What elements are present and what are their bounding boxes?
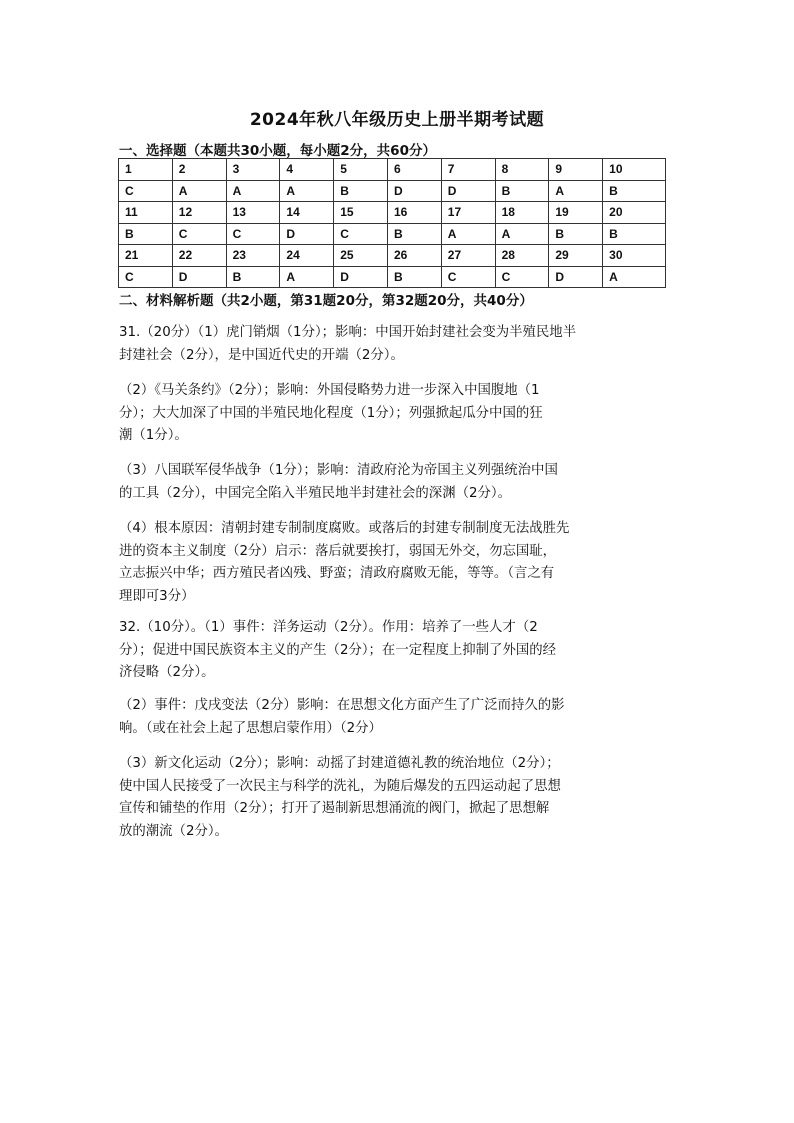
question-number-cell: 16 xyxy=(387,202,441,224)
answer-cell: D xyxy=(334,266,388,288)
section-1-heading: 一、选择题（本题共30小题，每小题2分，共60分） xyxy=(119,143,436,159)
question-number-cell: 2 xyxy=(172,159,226,181)
question-number-cell: 17 xyxy=(441,202,495,224)
answer-cell: A xyxy=(441,223,495,245)
explanation-line: 放的潮流（2分）。 xyxy=(119,823,228,839)
answer-cell: C xyxy=(119,266,173,288)
answer-cell: D xyxy=(549,266,603,288)
answer-cell: B xyxy=(549,223,603,245)
explanation-paragraph xyxy=(119,695,679,740)
explanation-line: （3）新文化运动（2分）；影响：动摇了封建道德礼教的统治地位（2分）； xyxy=(119,756,560,771)
question-number-cell: 23 xyxy=(226,245,280,267)
question-number-row xyxy=(119,159,666,181)
question-number-cell: 10 xyxy=(603,159,666,181)
question-number-cell: 9 xyxy=(549,159,603,181)
question-number-cell: 29 xyxy=(549,245,603,267)
answer-row xyxy=(119,266,666,288)
explanation-line: 济侵略（2分）。 xyxy=(119,665,215,680)
question-number-cell: 19 xyxy=(549,202,603,224)
answer-cell: A xyxy=(226,180,280,202)
question-number-cell: 15 xyxy=(334,202,388,224)
explanation-line: 32.（10分）。（1）事件：洋务运动（2分）。作用：培养了一些人才（2 xyxy=(119,620,538,635)
answer-cell: A xyxy=(495,223,549,245)
question-number-cell: 3 xyxy=(226,159,280,181)
explanation-line: 分）；促进中国民族资本主义的产生（2分）；在一定程度上抑制了外国的经 xyxy=(119,642,557,658)
explanation-paragraph xyxy=(119,753,679,843)
question-number-cell: 1 xyxy=(119,159,173,181)
explanation-line: （2）《马关条约》（2分）；影响：外国侵略势力进一步深入中国腹地（1 xyxy=(119,383,540,398)
answer-cell: B xyxy=(119,223,173,245)
explanation-line: 的工具（2分），中国完全陷入半殖民地半封建社会的深渊（2分）。 xyxy=(119,485,511,501)
question-number-cell: 12 xyxy=(172,202,226,224)
answer-cell: C xyxy=(119,180,173,202)
question-number-cell: 26 xyxy=(387,245,441,267)
answer-cell: B xyxy=(334,180,388,202)
question-number-cell: 28 xyxy=(495,245,549,267)
explanation-paragraph xyxy=(119,460,679,505)
answer-cell: C xyxy=(172,223,226,245)
answer-cell: B xyxy=(226,266,280,288)
explanation-line: 立志振兴中华；西方殖民者凶残、野蛮；清政府腐败无能，等等。（言之有 xyxy=(119,566,555,581)
explanation-line: 宣传和铺垫的作用（2分）；打开了遏制新思想涌流的阀门，掀起了思想解 xyxy=(119,801,550,816)
answer-cell: C xyxy=(495,266,549,288)
question-number-cell: 20 xyxy=(603,202,666,224)
answer-cell: A xyxy=(280,180,334,202)
answer-cell: D xyxy=(387,180,441,202)
explanation-line: 31.（20分）（1）虎门销烟（1分）；影响：中国开始封建社会变为半殖民地半 xyxy=(119,325,577,340)
question-number-cell: 30 xyxy=(603,245,666,267)
answer-cell: A xyxy=(549,180,603,202)
answer-table xyxy=(118,158,666,288)
answer-row xyxy=(119,223,666,245)
explanation-line: 潮（1分）。 xyxy=(119,428,188,443)
question-number-row xyxy=(119,245,666,267)
explanation-paragraph xyxy=(119,322,679,367)
answer-cell: B xyxy=(603,223,666,245)
question-number-cell: 11 xyxy=(119,202,173,224)
question-number-cell: 5 xyxy=(334,159,388,181)
question-number-cell: 7 xyxy=(441,159,495,181)
answer-cell: A xyxy=(172,180,226,202)
explanation-paragraph xyxy=(119,617,679,685)
question-number-cell: 18 xyxy=(495,202,549,224)
explanation-paragraph xyxy=(119,380,679,448)
question-number-cell: 27 xyxy=(441,245,495,267)
explanation-line: 分）；大大加深了中国的半殖民地化程度（1分）；列强掀起瓜分中国的狂 xyxy=(119,405,543,421)
explanation-line: （3）八国联军侵华战争（1分）；影响：清政府沦为帝国主义列强统治中国 xyxy=(119,463,558,478)
page-title: 2024年秋八年级历史上册半期考试题 xyxy=(249,110,545,130)
answer-cell: D xyxy=(172,266,226,288)
question-number-cell: 21 xyxy=(119,245,173,267)
answer-cell: C xyxy=(334,223,388,245)
explanation-line: 理即可3分） xyxy=(119,588,195,604)
question-number-cell: 13 xyxy=(226,202,280,224)
explanation-line: 进的资本主义制度（2分）启示：落后就要挨打，弱国无外交，勿忘国耻， xyxy=(119,543,557,559)
answer-cell: C xyxy=(226,223,280,245)
answer-cell: D xyxy=(441,180,495,202)
answer-cell: B xyxy=(387,266,441,288)
question-number-cell: 25 xyxy=(334,245,388,267)
answer-row xyxy=(119,180,666,202)
explanation-line: 响。（或在社会上起了思想启蒙作用）（2分） xyxy=(119,720,382,736)
question-number-row xyxy=(119,202,666,224)
section-2-heading: 二、材料解析题（共2小题，第31题20分，第32题20分，共40分） xyxy=(119,293,533,309)
question-number-cell: 24 xyxy=(280,245,334,267)
answer-cell: A xyxy=(280,266,334,288)
question-number-cell: 4 xyxy=(280,159,334,181)
answer-cell: D xyxy=(280,223,334,245)
answer-cell: B xyxy=(495,180,549,202)
explanation-line: （2）事件：戊戌变法（2分）影响：在思想文化方面产生了广泛而持久的影 xyxy=(119,698,565,713)
question-number-cell: 22 xyxy=(172,245,226,267)
answer-cell: B xyxy=(387,223,441,245)
question-number-cell: 14 xyxy=(280,202,334,224)
answer-cell: A xyxy=(603,266,666,288)
answer-cell: B xyxy=(603,180,666,202)
explanation-paragraph xyxy=(119,518,679,608)
explanation-line: （4）根本原因：清朝封建专制制度腐败。或落后的封建专制制度无法战胜先 xyxy=(119,521,570,536)
explanation-line: 封建社会（2分），是中国近代史的开端（2分）。 xyxy=(119,347,404,363)
answer-cell: C xyxy=(441,266,495,288)
question-number-cell: 8 xyxy=(495,159,549,181)
question-number-cell: 6 xyxy=(387,159,441,181)
explanation-line: 使中国人民接受了一次民主与科学的洗礼，为随后爆发的五四运动起了思想 xyxy=(119,778,561,794)
